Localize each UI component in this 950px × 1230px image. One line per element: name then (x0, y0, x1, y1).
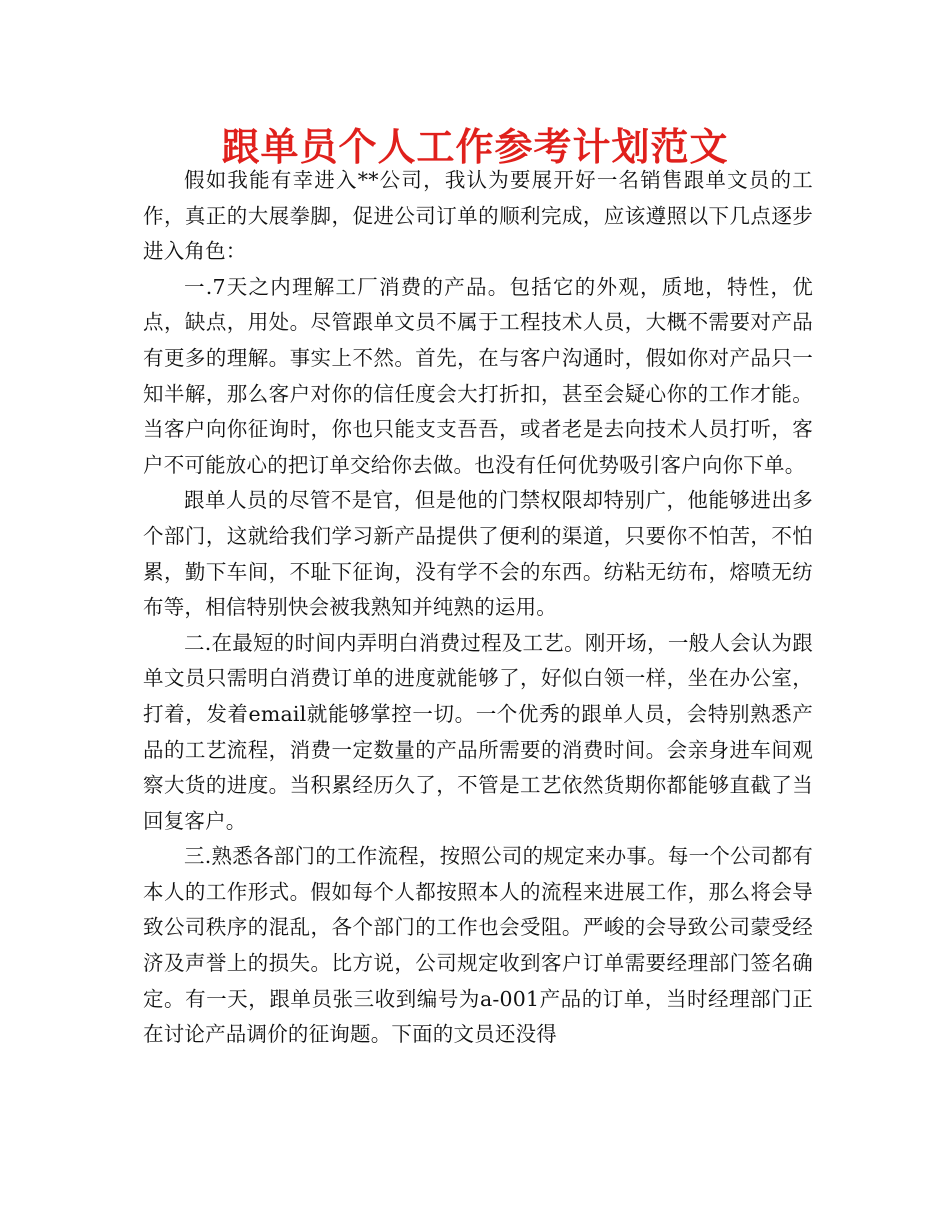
document-title: 跟单员个人工作参考计划范文 (221, 124, 729, 169)
paragraph-section-1-cont: 跟单人员的尽管不是官，但是他的门禁权限却特别广，他能够进出多个部门，这就给我们学习新产品提供了便利的渠道，只要你不怕苦，不怕累，勤下车间，不耻下征询，没有学不会的东西。纺粘无纺布，熔喷无纺布等，相信特别快会被我熟知并纯熟的运用。 (143, 488, 813, 620)
paragraph-section-1: 一.7天之内理解工厂消费的产品。包括它的外观，质地，特性，优点，缺点，用处。尽管跟单文员不属于工程技术人员，大概不需要对产品有更多的理解。事实上不然。首先，在与客户沟通时，假如你对产品只一知半解，那么客户对你的信任度会大打折扣，甚至会疑心你的工作才能。当客户向你征询时，你也只能支支吾吾，或者老是去向技术人员打听，客户不可能放心的把订单交给你去做。也没有任何优势吸引客户向你下单。 (143, 274, 813, 477)
paragraph-section-3: 三.熟悉各部门的工作流程，按照公司的规定来办事。每一个公司都有本人的工作形式。假如每个人都按照本人的流程来进展工作，那么将会导致公司秩序的混乱，各个部门的工作也会受阻。严峻的会导致公司蒙受经济及声誉上的损失。比方说，公司规定收到客户订单需要经理部门签名确定。有一天，跟单员张三收到编号为a-001产品的订单，当时经理部门正在讨论产品调价的征询题。下面的文员还没得 (143, 844, 813, 1047)
paragraph-intro: 假如我能有幸进入**公司，我认为要展开好一名销售跟单文员的工作，真正的大展拳脚，促进公司订单的顺利完成，应该遵照以下几点逐步进入角色： (143, 168, 813, 264)
document-body (143, 163, 813, 1053)
paragraph-section-2: 二.在最短的时间内弄明白消费过程及工艺。刚开场，一般人会认为跟单文员只需明白消费订单的进度就能够了，好似白领一样，坐在办公室，打着，发着email就能够掌控一切。一个优秀的跟单人员，会特别熟悉产品的工艺流程，消费一定数量的产品所需要的消费时间。会亲身进车间观察大货的进度。当积累经历久了，不管是工艺依然货期你都能够直截了当回复客户。 (143, 630, 813, 833)
